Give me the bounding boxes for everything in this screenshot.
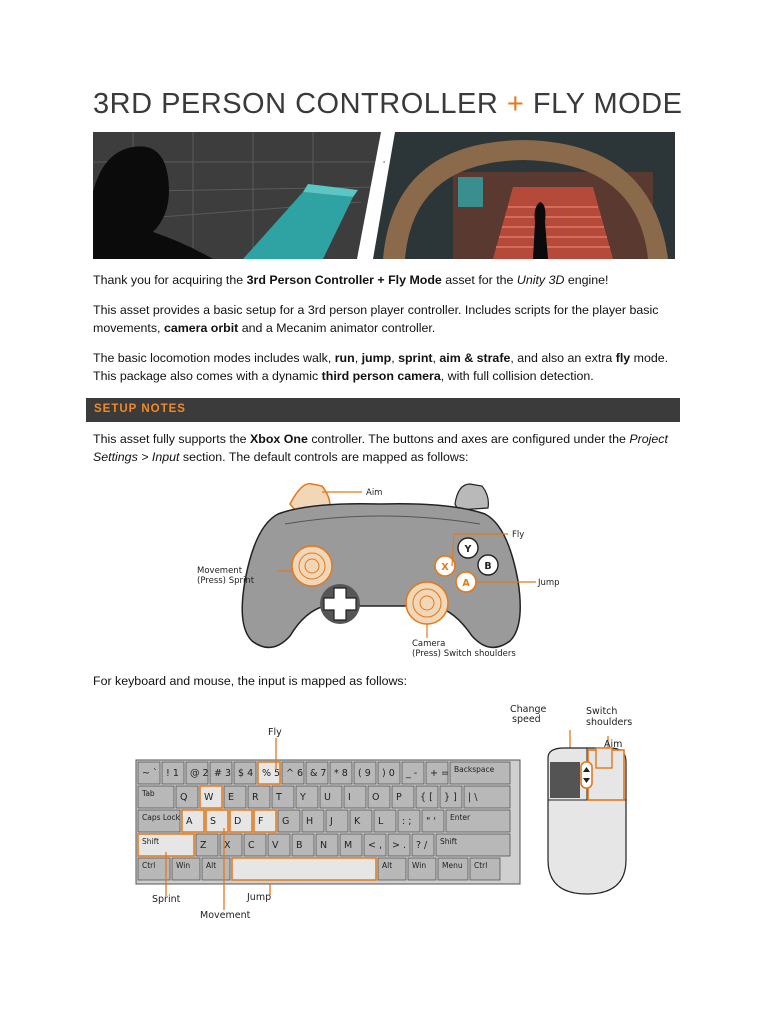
- key-label: * 8: [334, 768, 348, 779]
- key-label: Menu: [442, 861, 463, 870]
- keyboard-keys: [138, 762, 510, 880]
- mode-run: run: [334, 351, 355, 365]
- key-label: Shift: [440, 837, 458, 846]
- key-label: ! 1: [166, 768, 179, 779]
- key-label: Win: [412, 861, 427, 870]
- key-label: Alt: [382, 861, 393, 870]
- key-label: & 7: [310, 768, 327, 779]
- modes-text-3: mode. This package also comes with a dynamic: [93, 351, 669, 383]
- setup-xbox: Xbox One: [250, 432, 308, 446]
- kb-label-sprint: Sprint: [152, 894, 181, 905]
- key-label: Q: [180, 792, 188, 803]
- mode-jump: jump: [361, 351, 392, 365]
- key: [232, 858, 376, 880]
- key-label: D: [234, 816, 242, 827]
- key-label: ) 0: [382, 768, 395, 779]
- gamepad-label-camera: Camera: [412, 639, 446, 649]
- mouse-label-aim: Aim: [604, 739, 623, 750]
- key-label: : ;: [402, 816, 412, 827]
- modes-text-1: The basic locomotion modes includes walk,: [93, 351, 335, 365]
- mouse-label-switch-1: Switch: [586, 706, 618, 717]
- key-label: J: [330, 816, 333, 827]
- mode-camera: third person camera: [321, 369, 441, 383]
- svg-text:X: X: [441, 562, 449, 573]
- desc-text-1: This asset provides a basic setup for a 3rd person player controller. Includes scripts for the player basic movements,: [93, 303, 659, 335]
- mode-sprint: sprint: [398, 351, 433, 365]
- key-label: M: [344, 840, 353, 851]
- setup-text-2: controller. The buttons and axes are configured under the: [307, 432, 630, 446]
- banner-image: [93, 132, 675, 259]
- gamepad-label-movement-sub: (Press) Sprint: [197, 576, 255, 586]
- key-label: H: [306, 816, 314, 827]
- key-label: Z: [200, 840, 207, 851]
- intro-text-2: asset for the: [441, 273, 517, 287]
- key-label: $ 4: [238, 768, 254, 779]
- modes-paragraph: [93, 349, 683, 385]
- key-label: @ 2: [190, 768, 209, 779]
- key-label: ( 9: [358, 768, 371, 779]
- key-label: T: [276, 792, 282, 803]
- key-label: Shift: [142, 837, 160, 846]
- mode-aim-strafe: aim & strafe: [439, 351, 511, 365]
- right-stick: [406, 582, 448, 624]
- setup-text-3: section. The default controls are mapped as follows:: [179, 450, 469, 464]
- key-label: Tab: [142, 789, 155, 798]
- key-label: W: [204, 792, 214, 803]
- svg-text:B: B: [484, 561, 492, 572]
- keyboard-mouse-diagram: [130, 700, 650, 925]
- mouse-label-change-2: speed: [512, 714, 541, 725]
- svg-text:A: A: [462, 578, 470, 589]
- mouse-wheel: [581, 762, 592, 788]
- key-label: A: [186, 816, 193, 827]
- setup-path: Project Settings > Input: [93, 432, 668, 464]
- modes-text-2: , and also an extra: [510, 351, 616, 365]
- key-label: } ]: [444, 792, 457, 803]
- intro-engine: Unity 3D: [516, 273, 565, 287]
- intro-text-3: engine!: [564, 273, 609, 287]
- kb-label-fly: Fly: [268, 727, 282, 738]
- modes-sep-2: ,: [391, 351, 399, 365]
- key-label: P: [396, 792, 402, 803]
- key-label: Caps Lock: [142, 813, 180, 822]
- modes-sep-1: ,: [354, 351, 362, 365]
- key-label: B: [296, 840, 303, 851]
- dpad: [320, 584, 360, 624]
- svg-text:Y: Y: [464, 544, 472, 555]
- intro-paragraph: [93, 271, 683, 289]
- setup-notes-header: [86, 398, 680, 422]
- gamepad-label-camera-sub: (Press) Switch shoulders: [412, 649, 516, 659]
- gamepad-label-aim: Aim: [366, 488, 383, 498]
- modes-sep-3: ,: [432, 351, 440, 365]
- key-label: C: [248, 840, 255, 851]
- right-bumper: [455, 484, 488, 510]
- key-label: ^ 6: [286, 768, 304, 779]
- gamepad-diagram: [190, 476, 570, 666]
- kb-label-jump: Jump: [247, 892, 272, 903]
- key-label: U: [324, 792, 331, 803]
- key-label: I: [348, 792, 351, 803]
- mouse-aim-button: [596, 748, 612, 768]
- setup-paragraph: [93, 430, 683, 466]
- key-label: S: [210, 816, 217, 827]
- key-label: Ctrl: [474, 861, 488, 870]
- gamepad-body: [242, 504, 520, 648]
- button-b: [478, 555, 498, 575]
- kb-label-movement: Movement: [200, 910, 251, 921]
- setup-text-1: This asset fully supports the: [93, 432, 251, 446]
- key-label: F: [258, 816, 264, 827]
- desc-text-2: and a Mecanim animator controller.: [238, 321, 436, 335]
- section-heading: SETUP NOTES: [94, 403, 186, 415]
- intro-asset-name: 3rd Person Controller + Fly Mode: [246, 273, 442, 287]
- key-label: ? /: [416, 840, 428, 851]
- key-label: Backspace: [454, 765, 495, 774]
- key-label: Ctrl: [142, 861, 156, 870]
- key-label: < ,: [368, 840, 382, 851]
- key-label: ~ `: [142, 768, 158, 779]
- key-label: Y: [300, 792, 306, 803]
- key-label: # 3: [214, 768, 232, 779]
- keyboard-intro: For keyboard and mouse, the input is mapped as follows:: [93, 674, 408, 688]
- key-label: % 5: [262, 768, 281, 779]
- intro-text-1: Thank you for acquiring the: [93, 273, 247, 287]
- page-title: [93, 88, 682, 121]
- key-label: O: [372, 792, 380, 803]
- mouse: [548, 748, 626, 894]
- title-part1: 3RD PERSON CONTROLLER: [93, 88, 499, 120]
- key-label: L: [378, 816, 384, 827]
- button-a: [456, 572, 476, 592]
- title-part2: FLY MODE: [532, 88, 683, 120]
- key-label: { [: [420, 792, 433, 803]
- gamepad-label-fly: Fly: [512, 530, 525, 540]
- key-label: _ -: [406, 768, 418, 779]
- key-label: G: [282, 816, 290, 827]
- title-plus: +: [506, 88, 525, 120]
- gamepad-label-jump: Jump: [538, 578, 560, 588]
- key-label: X: [224, 840, 231, 851]
- description-paragraph: [93, 301, 683, 337]
- key-label: | \: [468, 792, 478, 803]
- key-label: Enter: [450, 813, 471, 822]
- key-label: K: [354, 816, 361, 827]
- mouse-label-switch-2: shoulders: [586, 717, 633, 728]
- modes-text-4: , with full collision detection.: [440, 369, 594, 383]
- gamepad-label-movement: Movement: [197, 566, 243, 576]
- key-label: Alt: [206, 861, 217, 870]
- desc-camera-orbit: camera orbit: [163, 321, 239, 335]
- mode-fly: fly: [615, 351, 631, 365]
- key-label: + =: [430, 768, 449, 779]
- key-label: V: [272, 840, 279, 851]
- key-label: > .: [392, 840, 406, 851]
- mouse-label-change-1: Change: [510, 704, 547, 715]
- left-stick: [292, 546, 332, 586]
- key-label: E: [228, 792, 235, 803]
- key-label: Win: [176, 861, 191, 870]
- button-y: [458, 538, 478, 558]
- key-label: " ': [426, 816, 437, 827]
- key-label: N: [320, 840, 328, 851]
- key-label: R: [252, 792, 259, 803]
